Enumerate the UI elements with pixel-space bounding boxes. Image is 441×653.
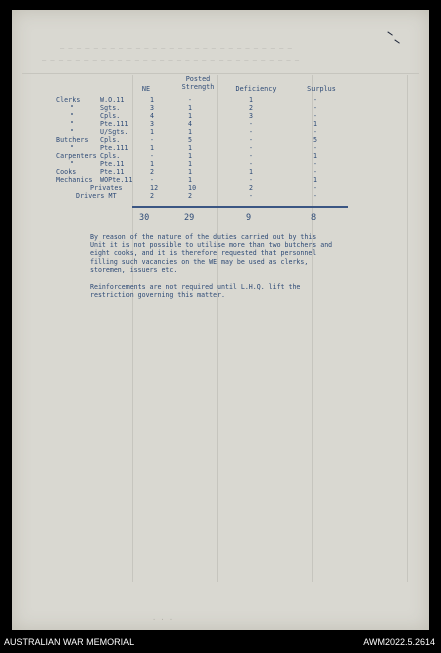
header-deficiency: Deficiency (235, 85, 277, 93)
cell-rank: Pte.11 (100, 168, 125, 176)
cell-trade: " (70, 144, 75, 152)
cell-surplus: 1 (313, 152, 318, 160)
table-row (12, 136, 429, 144)
cell-posted: 1 (188, 176, 193, 184)
cell-posted: 2 (188, 192, 193, 200)
cell-deficiency: 3 (249, 112, 254, 120)
cell-deficiency: - (249, 160, 254, 168)
cell-trade: " (70, 128, 75, 136)
cell-ne: 2 (150, 168, 155, 176)
cell-surplus: 5 (313, 136, 318, 144)
total-posted: 29 (184, 213, 195, 223)
cell-deficiency: 1 (249, 168, 254, 176)
cell-surplus: 1 (313, 120, 318, 128)
table-row (12, 144, 429, 152)
cell-posted: 1 (188, 104, 193, 112)
cell-rank: Drivers MT (76, 192, 117, 200)
cell-rank: U/Sgts. (100, 128, 129, 136)
cell-ne: 3 (150, 120, 155, 128)
cell-ne: 1 (150, 160, 155, 168)
cell-surplus: - (313, 192, 318, 200)
header-posted-strength: Posted Strength (181, 75, 215, 91)
cell-rank: Pte.111 (100, 120, 129, 128)
cell-deficiency: 2 (249, 184, 254, 192)
table-row (12, 184, 429, 192)
show-through-text: — — — — — — — — — — — — — — — — — — — — — — — — — — — — — — — (42, 56, 300, 64)
cell-ne: 3 (150, 104, 155, 112)
cell-deficiency: - (249, 120, 254, 128)
cell-posted: 4 (188, 120, 193, 128)
cell-deficiency: - (249, 128, 254, 136)
cell-posted: - (188, 96, 193, 104)
document-sheet (12, 10, 429, 630)
cell-trade: " (70, 104, 75, 112)
cell-surplus: 1 (313, 176, 318, 184)
cell-deficiency: - (249, 136, 254, 144)
cell-trade: Butchers (56, 136, 89, 144)
page-stamp-mark: · · · (152, 616, 174, 624)
cell-surplus: - (313, 96, 318, 104)
cell-ne: 1 (150, 128, 155, 136)
cell-posted: 10 (188, 184, 197, 192)
cell-rank: Cpls. (100, 112, 121, 120)
cell-ne: 1 (150, 144, 155, 152)
cell-rank: WOPte.11 (100, 176, 133, 184)
table-row (12, 176, 429, 184)
cell-posted: 1 (188, 112, 193, 120)
cell-deficiency: - (249, 192, 254, 200)
cell-ne: - (150, 176, 155, 184)
footer-institution: AUSTRALIAN WAR MEMORIAL (4, 637, 135, 647)
cell-rank: Pte.111 (100, 144, 129, 152)
cell-surplus: - (313, 104, 318, 112)
archive-footer (0, 630, 441, 653)
cell-ne: 12 (150, 184, 159, 192)
cell-surplus: - (313, 128, 318, 136)
table-row (12, 168, 429, 176)
table-row (12, 160, 429, 168)
cell-trade: " (70, 112, 75, 120)
total-surplus: 8 (311, 213, 317, 223)
cell-posted: 1 (188, 152, 193, 160)
show-through-text: — — — — — — — — — — — — — — — — — — — — — — — — — — — — (60, 44, 292, 52)
cell-surplus: - (313, 112, 318, 120)
note-paragraph-2: Reinforcements are not required until L.H.Q. lift the restriction governing this matter. (90, 283, 301, 300)
cell-trade: Cooks (56, 168, 77, 176)
table-row (12, 128, 429, 136)
note-paragraph-1: By reason of the nature of the duties carried out by this Unit it is not possible to utilise more than two butchers and eight cooks, and it is therefore requested that personnel filling such vacancies on the WE may be used as clerks, storemen, issuers etc. (90, 233, 333, 274)
header-ne: NE (141, 85, 151, 93)
table-row (12, 152, 429, 160)
cell-surplus: - (313, 184, 318, 192)
total-deficiency: 9 (246, 213, 252, 223)
cell-ne: 4 (150, 112, 155, 120)
table-row (12, 112, 429, 120)
cell-trade: " (70, 160, 75, 168)
cell-posted: 1 (188, 144, 193, 152)
cell-surplus: - (313, 160, 318, 168)
table-row (12, 120, 429, 128)
cell-rank: Cpls. (100, 152, 121, 160)
cell-deficiency: 2 (249, 104, 254, 112)
cell-rank: Sgts. (100, 104, 121, 112)
table-row (12, 192, 429, 200)
pencil-mark (387, 31, 393, 36)
cell-trade: Clerks (56, 96, 81, 104)
pencil-mark (394, 39, 400, 44)
footer-accession-number: AWM2022.5.2614 (363, 637, 435, 647)
cell-deficiency: - (249, 176, 254, 184)
cell-rank: W.O.11 (100, 96, 125, 104)
cell-rank: Privates (90, 184, 123, 192)
header-surplus: Surplus (307, 85, 336, 93)
form-grid-line (22, 73, 419, 74)
total-ne: 30 (139, 213, 150, 223)
cell-deficiency: 1 (249, 96, 254, 104)
cell-trade: " (70, 120, 75, 128)
cell-surplus: - (313, 168, 318, 176)
cell-ne: - (150, 152, 155, 160)
totals-rule (132, 206, 348, 208)
cell-trade: Mechanics (56, 176, 93, 184)
cell-posted: 1 (188, 160, 193, 168)
cell-deficiency: - (249, 144, 254, 152)
cell-ne: - (150, 136, 155, 144)
table-row (12, 96, 429, 104)
cell-posted: 5 (188, 136, 193, 144)
cell-ne: 1 (150, 96, 155, 104)
cell-deficiency: - (249, 152, 254, 160)
cell-posted: 1 (188, 128, 193, 136)
cell-rank: Cpls. (100, 136, 121, 144)
cell-trade: Carpenters (56, 152, 97, 160)
cell-posted: 1 (188, 168, 193, 176)
cell-surplus: - (313, 144, 318, 152)
table-row (12, 104, 429, 112)
cell-ne: 2 (150, 192, 155, 200)
cell-rank: Pte.11 (100, 160, 125, 168)
